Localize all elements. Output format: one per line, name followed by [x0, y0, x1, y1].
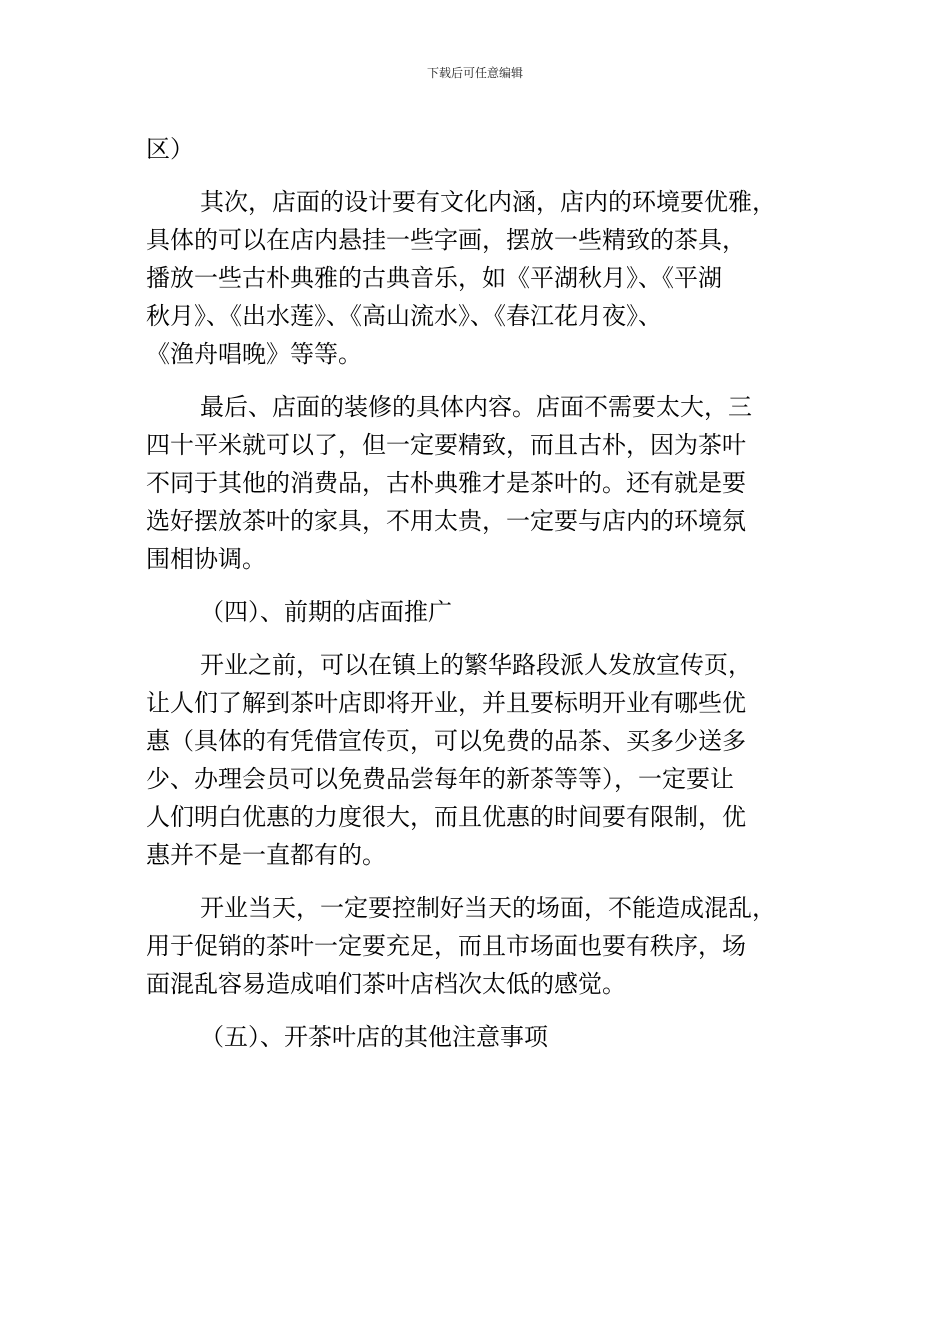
text-line: 秋月》、《出水莲》、《高山流水》、《春江花月夜》、: [146, 302, 662, 330]
paragraph: [146, 646, 836, 874]
section-heading: [146, 593, 836, 631]
page-header: 下载后可任意编辑: [426, 66, 523, 80]
text-line: 不同于其他的消费品，古朴典雅才是茶叶的。还有就是要: [146, 469, 746, 497]
text-line: 开业当天，一定要控制好当天的场面，不能造成混乱，: [200, 894, 776, 922]
text-line: 惠（具体的有凭借宣传页，可以免费的品茶、买多少送多: [146, 727, 746, 755]
text-line: 人们明白优惠的力度很大，而且优惠的时间要有限制，优: [146, 803, 746, 831]
paragraph: [146, 130, 836, 168]
text-line: 播放一些古朴典雅的古典音乐，如《平湖秋月》、《平湖: [146, 264, 722, 292]
text-line: 选好摆放茶叶的家具，不用太贵，一定要与店内的环境氛: [146, 507, 746, 535]
text-line: 惠并不是一直都有的。: [146, 841, 386, 869]
document-body: [146, 130, 836, 1056]
text-line: 《渔舟唱晚》等等。: [146, 340, 362, 368]
paragraph: [146, 183, 836, 373]
paragraph: [146, 889, 836, 1003]
text-line: 少、办理会员可以免费品尝每年的新茶等等），一定要让: [146, 765, 734, 793]
text-line: 最后、店面的装修的具体内容。店面不需要太大，三: [200, 393, 752, 421]
text-line: 四十平米就可以了，但一定要精致，而且古朴，因为茶叶: [146, 431, 746, 459]
text-line: 用于促销的茶叶一定要充足，而且市场面也要有秩序，场: [146, 932, 746, 960]
text-line: 围相协调。: [146, 545, 266, 573]
text-line: 其次，店面的设计要有文化内涵，店内的环境要优雅，: [200, 188, 776, 216]
text-line: 开业之前，可以在镇上的繁华路段派人发放宣传页，: [200, 651, 752, 679]
paragraph: [146, 388, 836, 578]
text-line: 区）: [146, 135, 194, 163]
section-heading: [146, 1018, 836, 1056]
section-title: （五）、开茶叶店的其他注意事项: [200, 1023, 548, 1051]
text-line: 面混乱容易造成咱们茶叶店档次太低的感觉。: [146, 970, 626, 998]
text-line: 让人们了解到茶叶店即将开业，并且要标明开业有哪些优: [146, 689, 746, 717]
text-line: 具体的可以在店内悬挂一些字画，摆放一些精致的茶具，: [146, 226, 746, 254]
section-title: （四）、前期的店面推广: [200, 598, 452, 626]
